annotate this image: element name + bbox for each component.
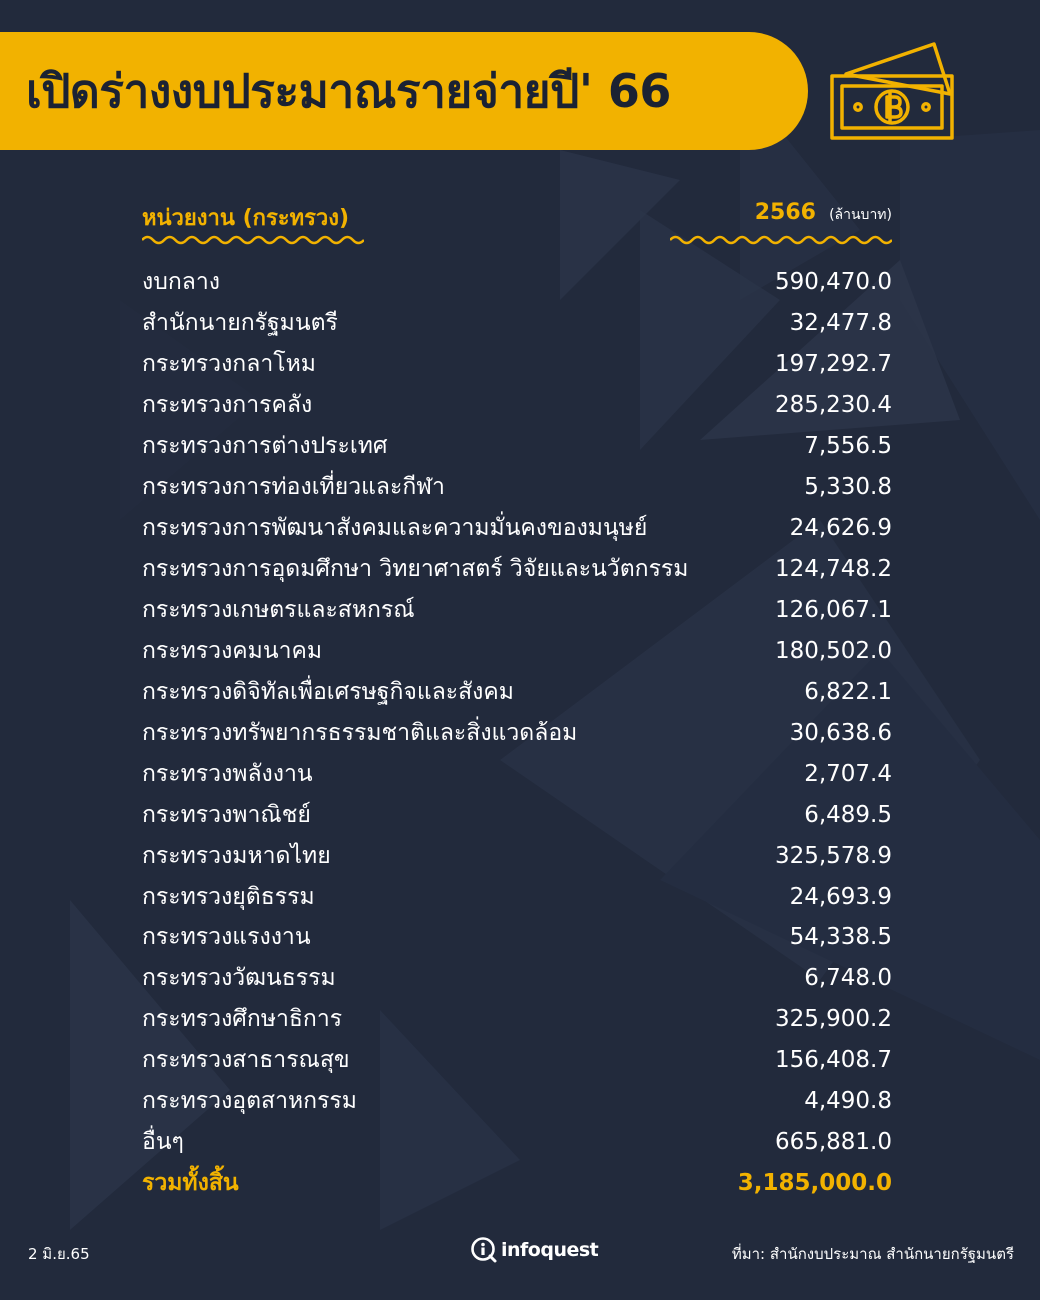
row-name: กระทรวงพลังงาน bbox=[142, 760, 313, 787]
row-name: กระทรวงการพัฒนาสังคมและความมั่นคงของมนุษย์ bbox=[142, 515, 648, 542]
row-name: กระทรวงการอุดมศึกษา วิทยาศาสตร์ วิจัยและนวัตกรรม bbox=[142, 556, 689, 583]
table-row bbox=[142, 303, 892, 344]
row-name: กระทรวงทรัพยากรธรรมชาติและสิ่งแวดล้อม bbox=[142, 719, 578, 746]
row-name: กระทรวงศึกษาธิการ bbox=[142, 1006, 343, 1033]
page-title: เปิดร่างงบประมาณรายจ่ายปี' 66 bbox=[26, 64, 671, 118]
infoquest-logo-icon bbox=[470, 1236, 498, 1264]
row-value: 6,748.0 bbox=[804, 965, 892, 992]
row-value: 590,470.0 bbox=[774, 269, 892, 296]
row-value: 24,626.9 bbox=[789, 515, 892, 542]
table-row bbox=[142, 467, 892, 508]
table-body bbox=[142, 262, 892, 1204]
row-value: 2,707.4 bbox=[804, 760, 892, 787]
row-name: กระทรวงการท่องเที่ยวและกีฬา bbox=[142, 474, 445, 501]
row-value: 32,477.8 bbox=[789, 310, 892, 337]
row-value: 24,693.9 bbox=[789, 883, 892, 910]
table-row bbox=[142, 712, 892, 753]
table-row bbox=[142, 262, 892, 303]
row-value: 180,502.0 bbox=[774, 637, 892, 664]
table-row bbox=[142, 917, 892, 958]
column-header-agency: หน่วยงาน (กระทรวง) bbox=[142, 206, 350, 231]
row-name: กระทรวงพาณิชย์ bbox=[142, 801, 311, 828]
row-value: 124,748.2 bbox=[774, 556, 892, 583]
table-row bbox=[142, 835, 892, 876]
brand-logo bbox=[470, 1236, 598, 1264]
row-name: กระทรวงการคลัง bbox=[142, 392, 313, 419]
row-name: กระทรวงมหาดไทย bbox=[142, 842, 331, 869]
brand-name: infoquest bbox=[501, 1239, 599, 1261]
row-value: 5,330.8 bbox=[804, 474, 892, 501]
table-row bbox=[142, 753, 892, 794]
table-row bbox=[142, 1081, 892, 1122]
table-row bbox=[142, 630, 892, 671]
column-header-amount bbox=[755, 200, 892, 226]
table-row bbox=[142, 999, 892, 1040]
total-value: 3,185,000.0 bbox=[737, 1170, 892, 1197]
table-row bbox=[142, 794, 892, 835]
row-value: 6,822.1 bbox=[804, 678, 892, 705]
row-name: กระทรวงคมนาคม bbox=[142, 637, 323, 664]
row-value: 285,230.4 bbox=[774, 392, 892, 419]
table-row bbox=[142, 590, 892, 631]
row-value: 156,408.7 bbox=[774, 1047, 892, 1074]
row-name: กระทรวงวัฒนธรรม bbox=[142, 965, 336, 992]
table-header bbox=[142, 196, 892, 248]
row-name: กระทรวงแรงงาน bbox=[142, 924, 311, 951]
total-row bbox=[142, 1163, 892, 1204]
table-row bbox=[142, 385, 892, 426]
row-value: 325,578.9 bbox=[774, 842, 892, 869]
baht-banknote-icon bbox=[826, 40, 958, 144]
table-row bbox=[142, 876, 892, 917]
table-row bbox=[142, 1122, 892, 1163]
row-value: 54,338.5 bbox=[789, 924, 892, 951]
row-name: กระทรวงอุตสาหกรรม bbox=[142, 1088, 357, 1115]
row-value: 4,490.8 bbox=[804, 1088, 892, 1115]
wave-underline-left bbox=[142, 234, 364, 246]
row-value: 6,489.5 bbox=[804, 801, 892, 828]
table-row bbox=[142, 671, 892, 712]
table-row bbox=[142, 508, 892, 549]
row-value: 7,556.5 bbox=[804, 433, 892, 460]
row-name: กระทรวงเกษตรและสหกรณ์ bbox=[142, 596, 415, 623]
table-row bbox=[142, 344, 892, 385]
row-name: กระทรวงดิจิทัลเพื่อเศรษฐกิจและสังคม bbox=[142, 678, 514, 705]
table-row bbox=[142, 958, 892, 999]
row-name: กระทรวงยุติธรรม bbox=[142, 883, 315, 910]
table-row bbox=[142, 549, 892, 590]
source-credit: ที่มา: สำนักงบประมาณ สำนักนายกรัฐมนตรี bbox=[731, 1245, 1014, 1263]
total-label: รวมทั้งสิ้น bbox=[142, 1170, 239, 1197]
row-name: กระทรวงกลาโหม bbox=[142, 351, 316, 378]
table-row bbox=[142, 426, 892, 467]
row-value: 30,638.6 bbox=[789, 719, 892, 746]
row-name: กระทรวงการต่างประเทศ bbox=[142, 433, 388, 460]
table-row bbox=[142, 1040, 892, 1081]
row-value: 665,881.0 bbox=[774, 1129, 892, 1156]
budget-table bbox=[142, 196, 892, 1204]
row-value: 325,900.2 bbox=[774, 1006, 892, 1033]
publish-date: 2 มิ.ย.65 bbox=[28, 1245, 90, 1263]
row-name: กระทรวงสาธารณสุข bbox=[142, 1047, 350, 1074]
row-value: 197,292.7 bbox=[774, 351, 892, 378]
row-name: สำนักนายกรัฐมนตรี bbox=[142, 310, 338, 337]
wave-underline-right bbox=[670, 234, 892, 246]
row-name: งบกลาง bbox=[142, 269, 220, 296]
column-header-unit: (ล้านบาท) bbox=[829, 207, 892, 223]
row-value: 126,067.1 bbox=[774, 596, 892, 623]
row-name: อื่นๆ bbox=[142, 1129, 184, 1156]
title-banner bbox=[0, 32, 808, 150]
footer bbox=[0, 1232, 1040, 1272]
column-header-year: 2566 bbox=[754, 200, 816, 225]
